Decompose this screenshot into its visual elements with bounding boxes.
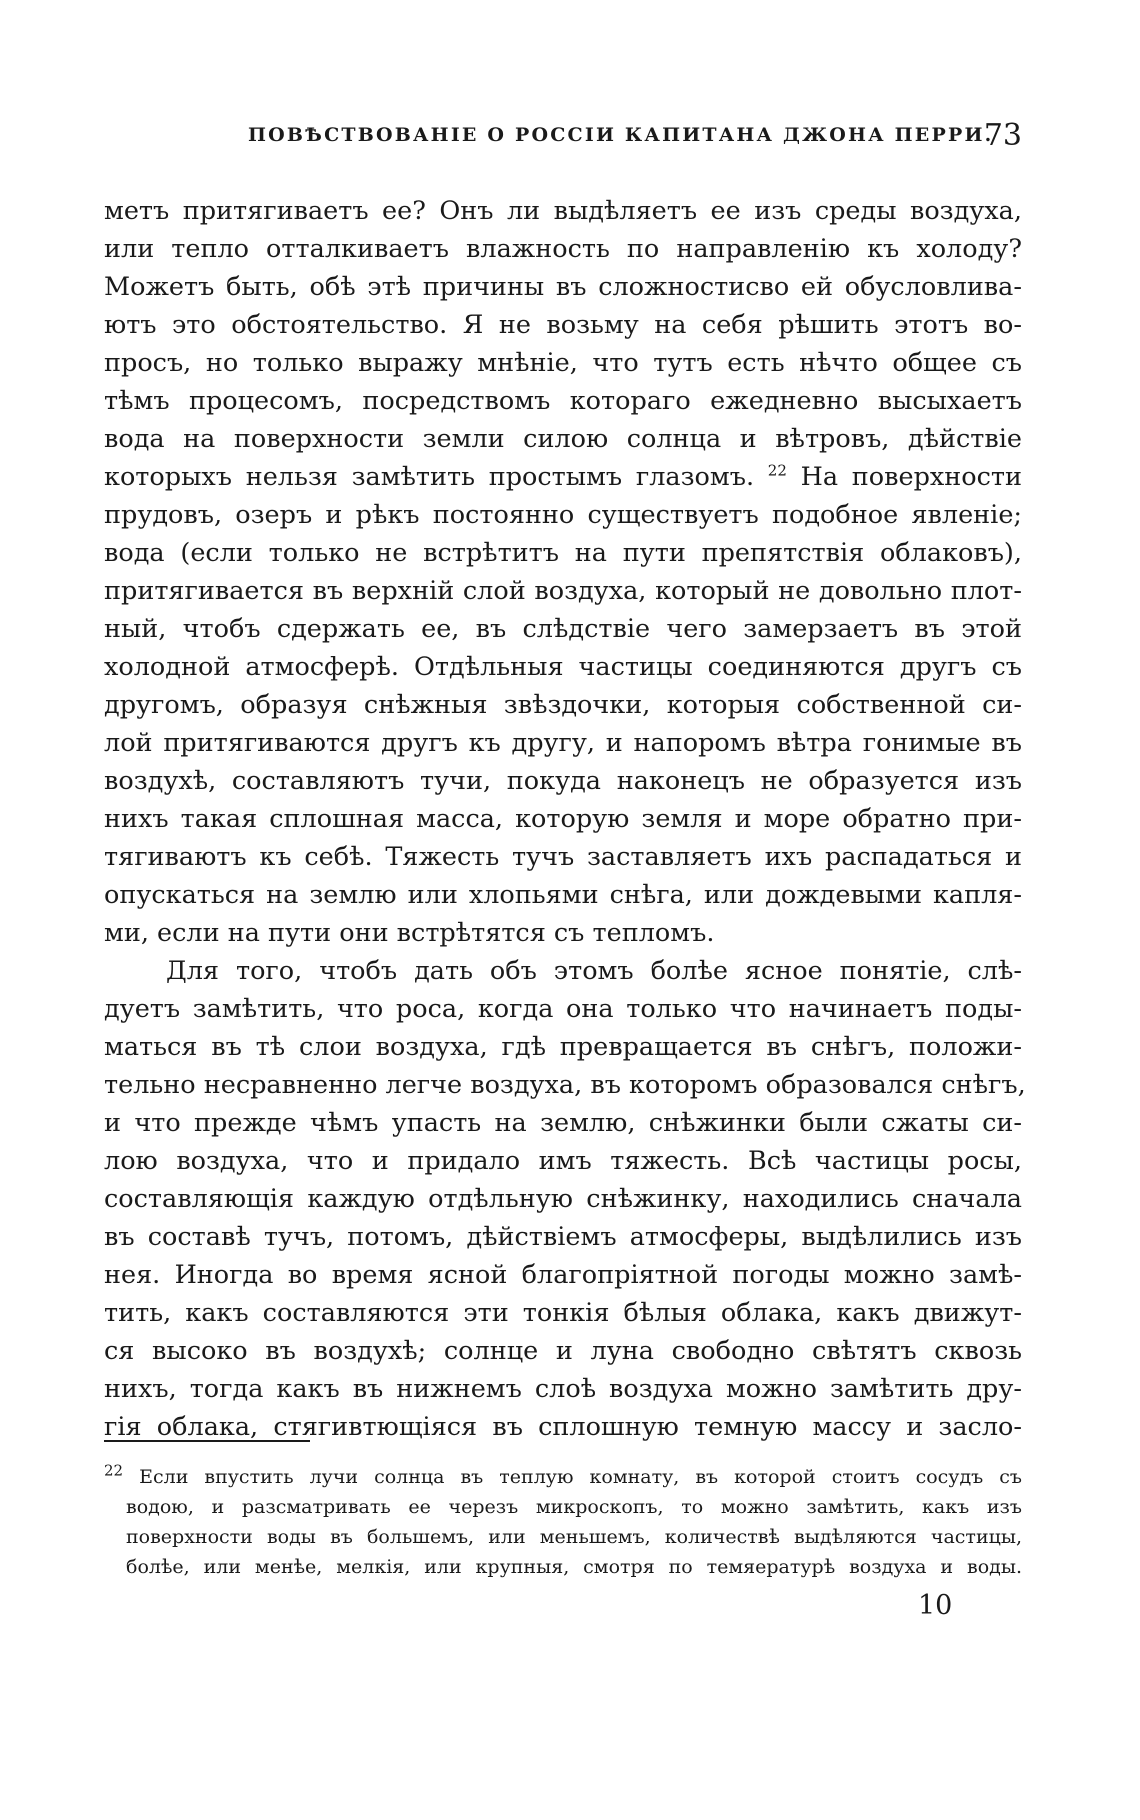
text-line-with-footnote-ref	[104, 458, 1022, 496]
running-title: ПОВѢСТВОВАНІЕ О РОССІИ КАПИТАНА ДЖОНА ПЕРРИ.	[248, 124, 994, 146]
footnote-reference[interactable]: 22	[767, 461, 787, 480]
text-line: нихъ такая сплошная масса, которую земля и море обратно при-	[104, 804, 1022, 834]
footnote-line	[104, 1462, 1022, 1492]
text-line: другомъ, образуя снѣжныя звѣздочки, которыя собственной си-	[104, 690, 1022, 720]
text-line: опускаться на землю или хлопьями снѣга, или дождевыми капля-	[104, 880, 1022, 910]
text-line: вода (если только не встрѣтитъ на пути препятствія облаковъ),	[104, 538, 1022, 568]
text-line: или тепло отталкиваетъ влажность по направленію къ холоду?	[104, 234, 1022, 264]
text-line: гія облака, стягивтющіяся въ сплошную темную массу и засло-	[104, 1412, 1022, 1442]
text-line: составляющія каждую отдѣльную снѣжинку, находились сначала	[104, 1184, 1022, 1214]
text-line: холодной атмосферѣ. Отдѣльныя частицы соединяются другъ съ	[104, 652, 1022, 682]
text-line: въ составѣ тучъ, потомъ, дѣйствіемъ атмосферы, выдѣлились изъ	[104, 1222, 1022, 1252]
footnote-line: поверхности воды въ большемъ, или меньшемъ, количествѣ выдѣляются частицы,	[126, 1526, 1022, 1548]
footnote-line: болѣе, или менѣе, мелкія, или крупныя, смотря по темяературѣ воздуха и воды.	[126, 1556, 1022, 1578]
text-line: тельно несравненно легче воздуха, въ которомъ образовался снѣгъ,	[104, 1070, 1026, 1100]
text-line: тѣмъ процесомъ, посредствомъ котораго ежедневно высыхаетъ	[104, 386, 1022, 416]
text-line: воздухѣ, составляютъ тучи, покуда наконецъ не образуется изъ	[104, 766, 1022, 796]
text-line: лой притягиваются другъ къ другу, и напоромъ вѣтра гонимые въ	[104, 728, 1022, 758]
text-line: просъ, но только выражу мнѣніе, что тутъ есть нѣчто общее съ	[104, 348, 1022, 378]
text-line: прудовъ, озеръ и рѣкъ постоянно существуетъ подобное явленіе;	[104, 500, 1022, 530]
text-line: тить, какъ составляются эти тонкія бѣлыя облака, какъ движут-	[104, 1298, 1022, 1328]
text-line: метъ притягиваетъ ее? Онъ ли выдѣляетъ ее изъ среды воздуха,	[104, 196, 1022, 226]
footnote-text: Если впустить лучи солнца въ теплую комнату, въ которой стоитъ сосудъ съ	[139, 1466, 1022, 1488]
footnote-number: 22	[104, 1461, 124, 1480]
main-text	[104, 192, 1026, 1446]
text-line: ютъ это обстоятельство. Я не возьму на себя рѣшить этотъ во-	[104, 310, 1022, 340]
signature-mark: 10	[918, 1590, 953, 1621]
text-line: нихъ, тогда какъ въ нижнемъ слоѣ воздуха можно замѣтить дру-	[104, 1374, 1022, 1404]
text-line: лою воздуха, что и придало имъ тяжесть. Всѣ частицы росы,	[104, 1146, 1022, 1176]
text-line: вода на поверхности земли силою солнца и вѣтровъ, дѣйствіе	[104, 424, 1022, 454]
page-number: 73	[983, 118, 1022, 153]
footnote-line: водою, и разсматривать ее черезъ микроскопъ, то можно замѣтить, какъ изъ	[126, 1496, 1022, 1518]
paragraph-start-line: Для того, чтобъ дать объ этомъ болѣе ясное понятіе, слѣ-	[166, 956, 1022, 986]
text-segment: которыхъ нельзя замѣтить простымъ глазомъ.	[104, 462, 755, 492]
text-segment: На поверхности	[800, 462, 1023, 492]
text-line: маться въ тѣ слои воздуха, гдѣ превращается въ снѣгъ, положи-	[104, 1032, 1022, 1062]
text-line: ный, чтобъ сдержать ее, въ слѣдствіе чего замерзаетъ въ этой	[104, 614, 1022, 644]
footnote-block	[104, 1462, 1022, 1582]
text-line: тягиваютъ къ себѣ. Тяжесть тучъ заставляетъ ихъ распадаться и	[104, 842, 1022, 872]
text-line: и что прежде чѣмъ упасть на землю, снѣжинки были сжаты си-	[104, 1108, 1022, 1138]
footnote-divider	[104, 1440, 310, 1442]
text-line: притягивается въ верхній слой воздуха, который не довольно плот-	[104, 576, 1022, 606]
text-line: нея. Иногда во время ясной благопріятной погоды можно замѣ-	[104, 1260, 1022, 1290]
text-line: ся высоко въ воздухѣ; солнце и луна свободно свѣтятъ сквозь	[104, 1336, 1022, 1366]
text-line: дуетъ замѣтить, что роса, когда она только что начинаетъ поды-	[104, 994, 1022, 1024]
text-line: ми, если на пути они встрѣтятся съ тепломъ.	[104, 918, 715, 948]
text-line: Можетъ быть, обѣ этѣ причины въ сложностисво ей обусловлива-	[104, 272, 1022, 302]
page-header	[248, 118, 1022, 158]
